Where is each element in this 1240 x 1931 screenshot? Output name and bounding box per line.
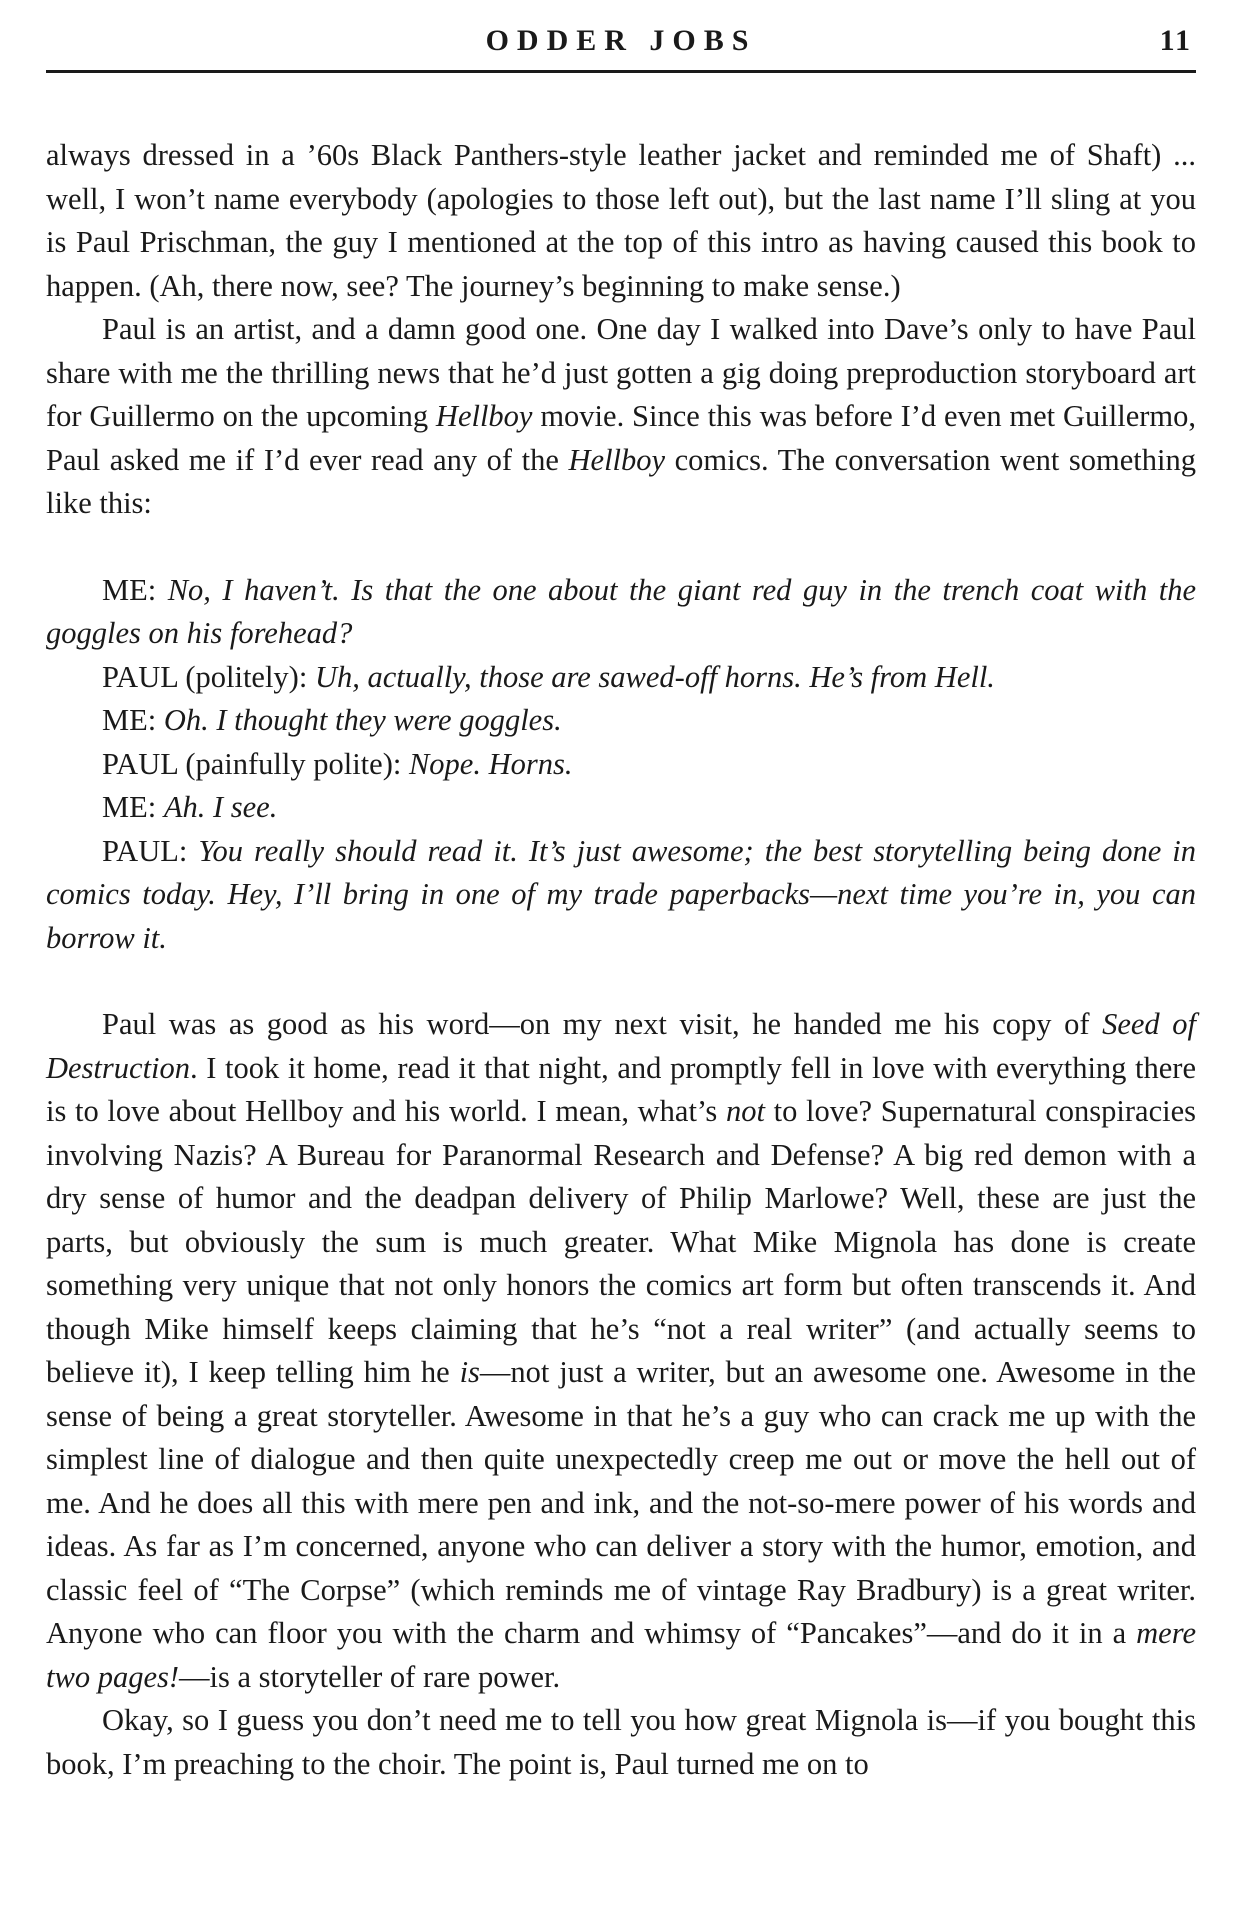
speaker: PAUL: bbox=[102, 833, 199, 868]
speaker: ME: bbox=[102, 703, 164, 737]
body-text bbox=[46, 134, 1196, 1786]
text-run: —is a storyteller of rare power. bbox=[179, 1659, 561, 1694]
italic-emphasis: mere two pages! bbox=[46, 1616, 1196, 1694]
dialogue-line bbox=[46, 786, 1196, 830]
spoken-line: Oh. I thought they were goggles. bbox=[163, 703, 562, 737]
text-run: to love? Supernatural conspiracies involving Nazis? A Bureau for Paranormal Research and Defense? A big red demon with a dry sense of humor and the deadpan delivery of Philip Marlowe? Well, these are just the parts, but obviously the sum is much greater. What Mike Mignola has done is create something very unique that not only honors the comics art form but often transcends it. And though Mike himself keeps claiming that he’s “not a real writer” (and actually seems to believe it), I keep telling him he bbox=[46, 1094, 1196, 1389]
dialogue-line bbox=[46, 656, 1196, 700]
italic-title: Hellboy bbox=[568, 442, 666, 477]
speaker: ME: bbox=[102, 790, 164, 824]
paragraph-1: always dressed in a ’60s Black Panthers-style leather jacket and reminded me of Shaft) ... well, I won’t name everybody (apologies to those left out), but the last name I’ll sling at you is Paul Prischman, the guy I mentioned at the top of this intro as having caused this book to happen. (Ah, there now, see? The journey’s beginning to make sense.) bbox=[46, 138, 1196, 303]
text-run: movie. Since this was before I’d even met Guillermo, Paul asked me if I’d ever read any of the bbox=[46, 399, 1196, 477]
dialogue-line bbox=[46, 699, 1196, 743]
paragraph-4: Okay, so I guess you don’t need me to tell you how great Mignola is—if you bought this book, I’m preaching to the choir. The point is, Paul turned me on to bbox=[46, 1703, 1196, 1781]
italic-emphasis: not bbox=[725, 1094, 765, 1128]
speaker: ME: bbox=[102, 572, 168, 607]
speaker: PAUL (politely): bbox=[102, 659, 315, 694]
spoken-line: Nope. Horns. bbox=[408, 746, 573, 781]
speaker: PAUL (painfully polite): bbox=[102, 746, 409, 781]
text-run: comics. The conversation went something like this: bbox=[46, 442, 1196, 520]
italic-title: Seed of Destruction bbox=[46, 1007, 1196, 1085]
spoken-line: You really should read it. It’s just awesome; the best storytelling being done in comics today. Hey, I’ll bring in one of my trade paperbacks—next time you’re in, you can borrow it. bbox=[46, 833, 1196, 955]
dialogue-line bbox=[46, 569, 1196, 656]
paragraph-3 bbox=[46, 1003, 1196, 1699]
paragraph-2 bbox=[46, 308, 1196, 526]
spoken-line: Ah. I see. bbox=[163, 790, 278, 824]
running-head: ODDER JOBS bbox=[485, 24, 757, 57]
dialogue-line bbox=[46, 830, 1196, 961]
text-run: . I took it home, read it that night, and promptly fell in love with everything there is to love about Hellboy and his world. I mean, what’s bbox=[46, 1050, 1196, 1128]
spoken-line: No, I haven’t. Is that the one about the giant red guy in the trench coat with the goggles on his forehead? bbox=[46, 572, 1196, 650]
text-run: Paul was as good as his word—on my next visit, he handed me his copy of bbox=[102, 1007, 1103, 1041]
italic-title: Hellboy bbox=[435, 399, 533, 433]
dialogue-line bbox=[46, 743, 1196, 787]
text-run: Paul is an artist, and a damn good one. One day I walked into Dave’s only to have Paul share with me the thrilling news that he’d just gotten a gig doing preproduction storyboard art for Guillermo on the upcoming bbox=[46, 312, 1196, 433]
page-number: 11 bbox=[1159, 24, 1192, 57]
dialogue-block bbox=[46, 569, 1196, 961]
spoken-line: Uh, actually, those are sawed-off horns. He’s from Hell. bbox=[314, 659, 995, 694]
page-header bbox=[46, 22, 1196, 73]
italic-emphasis: is bbox=[459, 1355, 480, 1389]
text-run: —not just a writer, but an awesome one. Awesome in the sense of being a great storyteller. Awesome in that he’s a guy who can crack me up with the simplest line of dialogue and then quite unexpectedly creep me out or move the hell out of me. And he does all this with mere pen and ink, and the not-so-mere power of his words and ideas. As far as I’m concerned, anyone who can deliver a story with the humor, emotion, and classic feel of “The Corpse” (which reminds me of vintage Ray Bradbury) is a great writer. Anyone who can floor you with the charm and whimsy of “Pancakes”—and do it in a bbox=[46, 1355, 1196, 1650]
